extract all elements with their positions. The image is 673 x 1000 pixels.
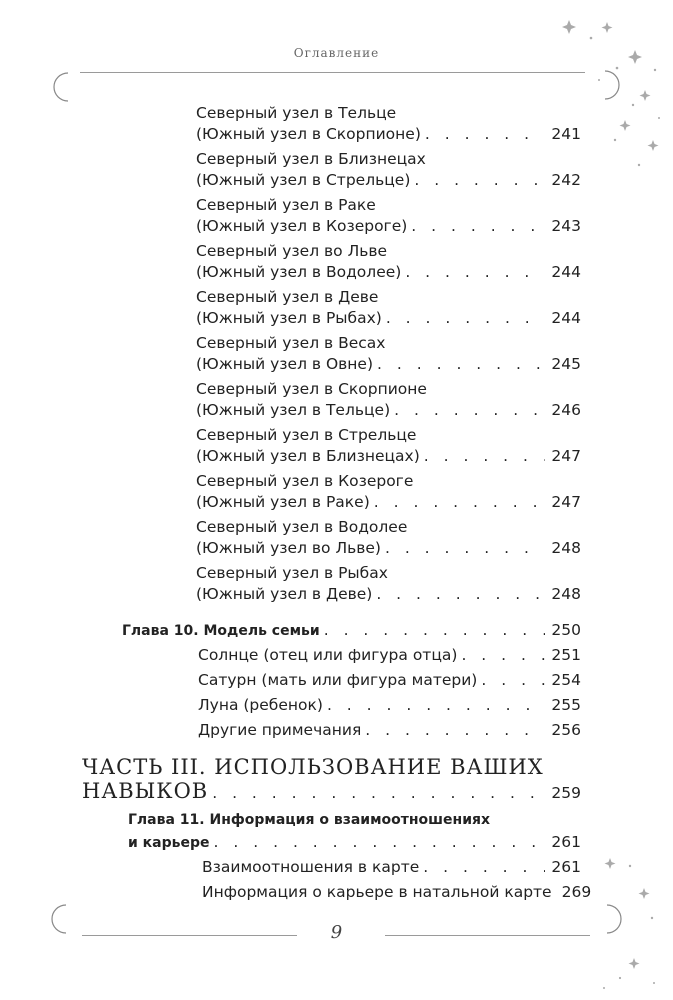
leader-dots [425, 124, 546, 144]
toc-entry[interactable] [196, 538, 581, 558]
toc-entry-line2: (Южный узел в Козероге) [196, 217, 408, 235]
subentry-title: Луна (ребенок) [198, 696, 323, 714]
toc-entry-line1: Северный узел в Водолее [196, 518, 408, 536]
page-number: 251 [551, 646, 581, 664]
chapter-10-entry[interactable] [122, 620, 581, 641]
leader-dots [394, 400, 545, 420]
subentry-title: Информация о карьере в натальной карте [202, 883, 552, 901]
page-number: 244 [551, 309, 581, 327]
footer-rule-right [385, 935, 590, 936]
leader-dots [385, 538, 545, 558]
toc-entry[interactable] [196, 400, 581, 420]
toc-entry-line2: (Южный узел во Льве) [196, 539, 381, 557]
page-number: 241 [551, 125, 581, 143]
leader-dots [374, 492, 546, 512]
leader-dots [212, 781, 545, 805]
chapter-title: Глава 10. Модель семьи [122, 623, 320, 639]
toc-entry-line2: (Южный узел в Деве) [196, 585, 373, 603]
leader-dots [411, 216, 545, 236]
leader-dots [324, 620, 546, 640]
subentry-title: Солнце (отец или фигура отца) [198, 646, 458, 664]
leader-dots [365, 720, 545, 740]
chapter-11-entry[interactable] [128, 832, 581, 853]
page-number: 256 [551, 721, 581, 739]
toc-entry[interactable] [196, 262, 581, 282]
leader-dots [377, 354, 545, 374]
page-number: 259 [551, 784, 581, 802]
leader-dots [481, 670, 545, 690]
chapter-11-title-line1: Глава 11. Информация о взаимоотношениях [128, 812, 491, 828]
toc-entry[interactable] [196, 354, 581, 374]
leader-dots [424, 446, 546, 466]
toc-entry-line1: Северный узел в Деве [196, 288, 379, 306]
toc-entry-line1: Северный узел в Козероге [196, 472, 414, 490]
toc-subentry[interactable] [198, 695, 581, 715]
page-number: 261 [551, 858, 581, 876]
leader-dots [461, 645, 545, 665]
page-number: 244 [551, 263, 581, 281]
page-number: 245 [551, 355, 581, 373]
toc-entry-line2: (Южный узел в Скорпионе) [196, 125, 421, 143]
toc-entry-line1: Северный узел в Раке [196, 196, 376, 214]
subentry-title: Взаимоотношения в карте [202, 858, 420, 876]
toc-subentry[interactable] [202, 882, 592, 902]
toc-entry[interactable] [196, 216, 581, 236]
toc-subentry[interactable] [198, 720, 581, 740]
part-3-entry[interactable] [82, 779, 581, 805]
leader-dots [327, 695, 545, 715]
leader-dots [405, 262, 545, 282]
chapter-title-line2: и карьере [128, 835, 210, 851]
toc-entry-line2: (Южный узел в Раке) [196, 493, 370, 511]
toc-entry-line2: (Южный узел в Рыбах) [196, 309, 382, 327]
page-number: 250 [551, 621, 581, 639]
toc-entry-line2: (Южный узел в Овне) [196, 355, 374, 373]
page-number: 248 [551, 585, 581, 603]
running-head: Оглавление [293, 46, 380, 60]
page-number: 246 [551, 401, 581, 419]
toc-entry[interactable] [196, 308, 581, 328]
part-title-line1: ЧАСТЬ III. ИСПОЛЬЗОВАНИЕ ВАШИХ [82, 755, 544, 779]
toc-entry-line1: Северный узел в Тельце [196, 104, 397, 122]
toc-entry-line1: Северный узел в Рыбах [196, 564, 388, 582]
part-title-line2: НАВЫКОВ [82, 779, 209, 803]
leader-dots [423, 857, 545, 877]
page-number: 254 [551, 671, 581, 689]
leader-dots [214, 832, 546, 852]
toc-subentry[interactable] [202, 857, 581, 877]
toc-entry[interactable] [196, 124, 581, 144]
page-number: 243 [551, 217, 581, 235]
leader-dots [414, 170, 545, 190]
toc-entry-line2: (Южный узел в Близнецах) [196, 447, 420, 465]
leader-dots [386, 308, 546, 328]
toc-entry-line2: (Южный узел в Тельце) [196, 401, 391, 419]
page-number: 247 [551, 493, 581, 511]
toc-entry[interactable] [196, 446, 581, 466]
toc-entry-line1: Северный узел в Весах [196, 334, 386, 352]
toc-entry-line1: Северный узел в Близнецах [196, 150, 426, 168]
toc-entry[interactable] [196, 584, 581, 604]
subentry-title: Сатурн (мать или фигура матери) [198, 671, 478, 689]
toc-entry-line1: Северный узел во Льве [196, 242, 388, 260]
toc-entry-line1: Северный узел в Стрельце [196, 426, 417, 444]
toc-entry-line1: Северный узел в Скорпионе [196, 380, 427, 398]
page-number: 247 [551, 447, 581, 465]
toc-entry[interactable] [196, 492, 581, 512]
toc-entry[interactable] [196, 170, 581, 190]
page-number: 242 [551, 171, 581, 189]
subentry-title: Другие примечания [198, 721, 362, 739]
toc-entry-line2: (Южный узел в Водолее) [196, 263, 402, 281]
page-number: 269 [561, 883, 592, 901]
leader-dots [376, 584, 545, 604]
toc-entry-line2: (Южный узел в Стрельце) [196, 171, 411, 189]
toc-subentry[interactable] [198, 645, 581, 665]
page-number-folio: 9 [330, 922, 343, 943]
stars-decoration-icon [590, 848, 670, 998]
page-number: 248 [551, 539, 581, 557]
page-number: 261 [551, 833, 581, 851]
page-number: 255 [551, 696, 581, 714]
toc-subentry[interactable] [198, 670, 581, 690]
